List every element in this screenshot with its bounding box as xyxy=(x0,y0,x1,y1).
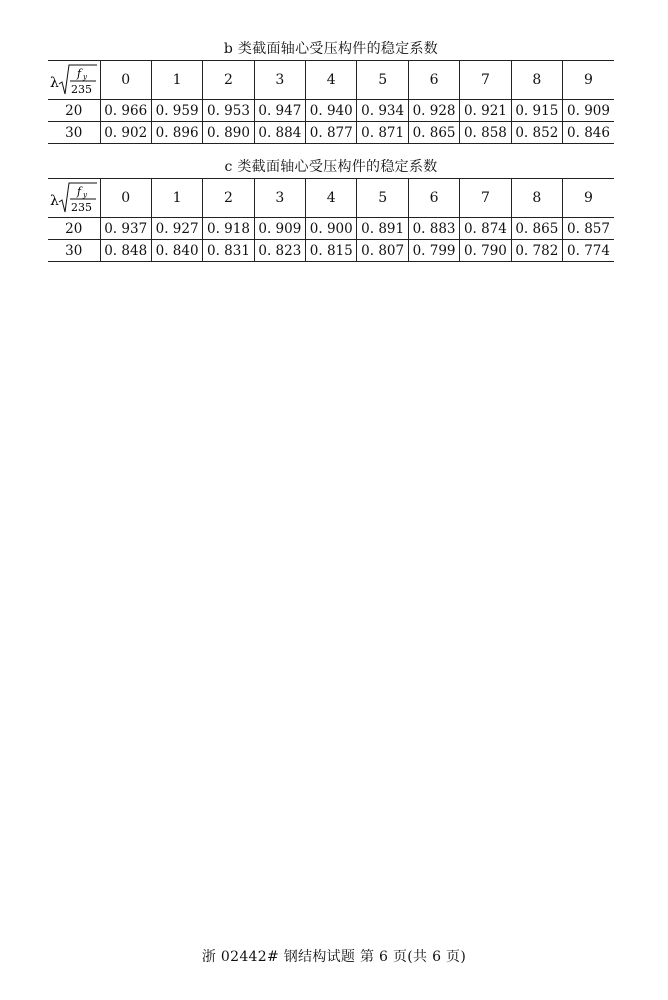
column-header: 2 xyxy=(203,179,254,218)
table-caption: c 类截面轴心受压构件的稳定系数 xyxy=(224,159,438,175)
column-header: 9 xyxy=(563,61,614,100)
table-caption: b 类截面轴心受压构件的稳定系数 xyxy=(223,41,439,57)
table-cell: 0. 902 xyxy=(100,122,151,144)
lambda-symbol: λ xyxy=(49,75,59,91)
row-label: 30 xyxy=(48,122,100,144)
stability-coefficient-table xyxy=(48,178,614,262)
c-class-stability-table-block xyxy=(48,156,614,262)
f-subscript: y xyxy=(82,191,87,199)
table-cell: 0. 953 xyxy=(203,100,254,122)
column-header: 2 xyxy=(203,61,254,100)
page-footer: 浙 02442# 钢结构试题 第 6 页(共 6 页) xyxy=(201,949,467,965)
table-cell: 0. 799 xyxy=(408,240,459,262)
column-header: 5 xyxy=(357,179,408,218)
table-cell: 0. 891 xyxy=(357,218,408,240)
column-header: 3 xyxy=(254,61,305,100)
table-cell: 0. 921 xyxy=(460,100,511,122)
table-cell: 0. 884 xyxy=(254,122,305,144)
table-cell: 0. 871 xyxy=(357,122,408,144)
row-label: 20 xyxy=(48,218,100,240)
denominator-235: 235 xyxy=(70,201,92,214)
table-header-row xyxy=(48,61,614,100)
table-cell: 0. 815 xyxy=(306,240,357,262)
table-cell: 0. 890 xyxy=(203,122,254,144)
stability-coefficient-table xyxy=(48,60,614,144)
column-header: 8 xyxy=(511,61,562,100)
table-cell: 0. 848 xyxy=(100,240,151,262)
table-cell: 0. 915 xyxy=(511,100,562,122)
table-cell: 0. 823 xyxy=(254,240,305,262)
table-cell: 0. 927 xyxy=(151,218,202,240)
table-cell: 0. 782 xyxy=(511,240,562,262)
table-cell: 0. 937 xyxy=(100,218,151,240)
table-cell: 0. 865 xyxy=(511,218,562,240)
table-cell: 0. 846 xyxy=(563,122,614,144)
column-header: 7 xyxy=(460,61,511,100)
b-class-stability-table-block xyxy=(48,38,614,144)
table-cell: 0. 959 xyxy=(151,100,202,122)
table-cell: 0. 874 xyxy=(460,218,511,240)
row-label: 30 xyxy=(48,240,100,262)
column-header: 1 xyxy=(151,61,202,100)
table-cell: 0. 831 xyxy=(203,240,254,262)
lambda-symbol: λ xyxy=(49,193,59,209)
table-row xyxy=(48,218,614,240)
table-cell: 0. 877 xyxy=(306,122,357,144)
table-row xyxy=(48,240,614,262)
column-header: 6 xyxy=(408,61,459,100)
column-header: 0 xyxy=(100,179,151,218)
table-cell: 0. 909 xyxy=(563,100,614,122)
table-cell: 0. 790 xyxy=(460,240,511,262)
f-subscript: y xyxy=(82,73,87,81)
table-cell: 0. 865 xyxy=(408,122,459,144)
column-header: 0 xyxy=(100,61,151,100)
column-header: 5 xyxy=(357,61,408,100)
table-cell: 0. 947 xyxy=(254,100,305,122)
table-cell: 0. 934 xyxy=(357,100,408,122)
table-cell: 0. 774 xyxy=(563,240,614,262)
column-header: 1 xyxy=(151,179,202,218)
table-cell: 0. 928 xyxy=(408,100,459,122)
column-header: 4 xyxy=(306,61,357,100)
row-label: 20 xyxy=(48,100,100,122)
table-cell: 0. 858 xyxy=(460,122,511,144)
f-symbol: f xyxy=(76,185,81,198)
table-cell: 0. 807 xyxy=(357,240,408,262)
table-cell: 0. 909 xyxy=(254,218,305,240)
table-cell: 0. 940 xyxy=(306,100,357,122)
column-header: 3 xyxy=(254,179,305,218)
column-header: 6 xyxy=(408,179,459,218)
table-row xyxy=(48,122,614,144)
lambda-sqrt-formula xyxy=(49,180,99,216)
table-header-row xyxy=(48,179,614,218)
lambda-header-cell xyxy=(48,179,100,218)
table-cell: 0. 883 xyxy=(408,218,459,240)
table-cell: 0. 966 xyxy=(100,100,151,122)
column-header: 4 xyxy=(306,179,357,218)
denominator-235: 235 xyxy=(70,83,92,96)
table-row xyxy=(48,100,614,122)
column-header: 8 xyxy=(511,179,562,218)
table-cell: 0. 840 xyxy=(151,240,202,262)
table-cell: 0. 852 xyxy=(511,122,562,144)
lambda-sqrt-formula xyxy=(49,62,99,98)
lambda-header-cell xyxy=(48,61,100,100)
column-header: 9 xyxy=(563,179,614,218)
table-cell: 0. 896 xyxy=(151,122,202,144)
table-cell: 0. 857 xyxy=(563,218,614,240)
column-header: 7 xyxy=(460,179,511,218)
table-cell: 0. 918 xyxy=(203,218,254,240)
f-symbol: f xyxy=(76,67,81,80)
table-cell: 0. 900 xyxy=(306,218,357,240)
